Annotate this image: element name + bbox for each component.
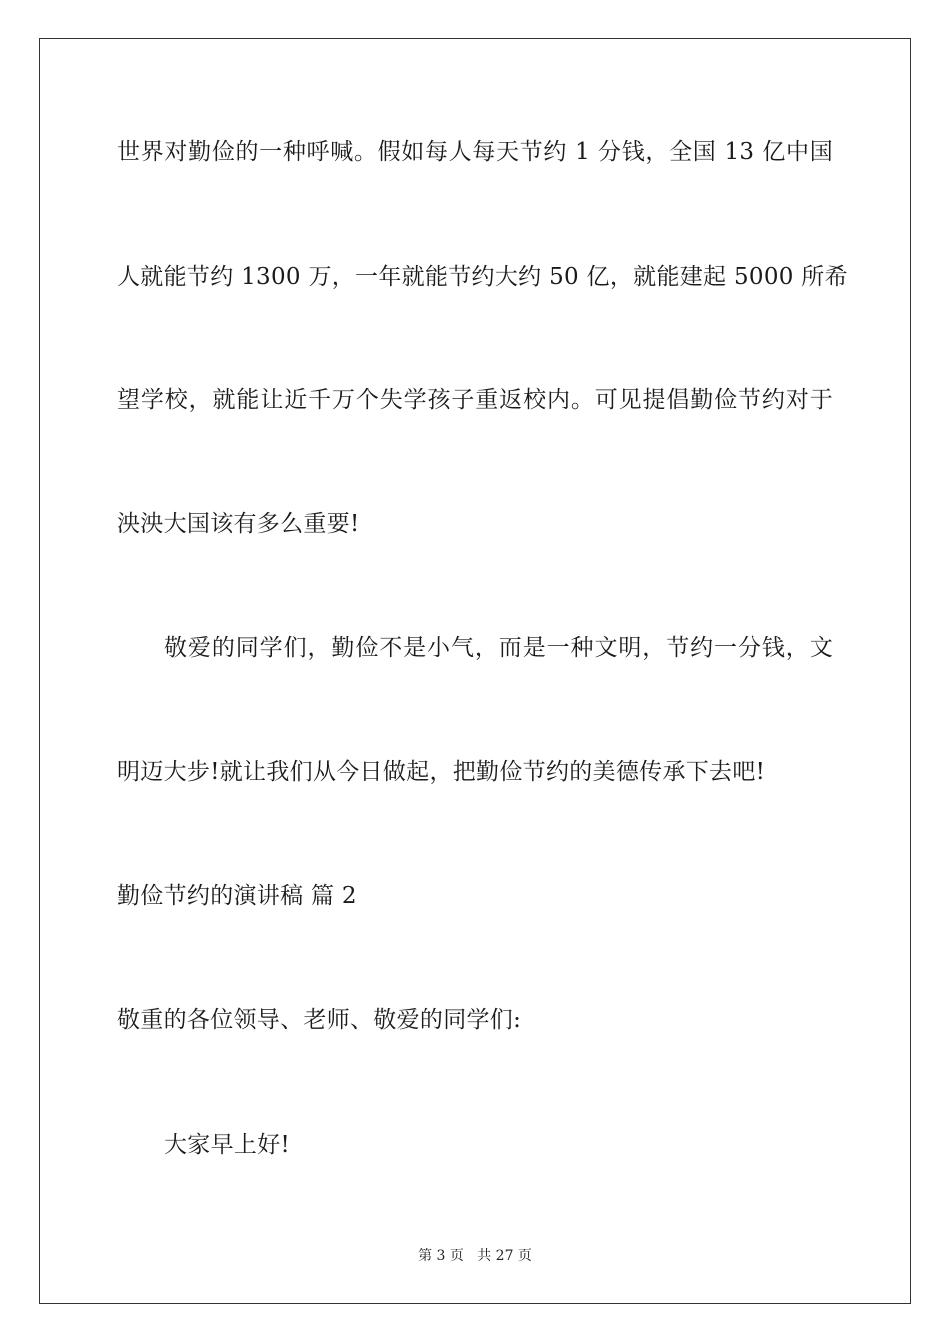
body-line-4: 泱泱大国该有多么重要!: [117, 511, 360, 537]
body-line-1: 世界对勤俭的一种呼喊。假如每人每天节约 1 分钱，全国 13 亿中国: [117, 139, 833, 165]
body-line-6: 明迈大步!就让我们从今日做起，把勤俭节约的美德传承下去吧!: [117, 759, 766, 785]
section-heading: 勤俭节约的演讲稿 篇 2: [117, 883, 357, 909]
page-border: [39, 38, 911, 1304]
page-number-footer: 第 3 页 共 27 页: [418, 1248, 532, 1264]
salutation-line: 敬重的各位领导、老师、敬爱的同学们:: [117, 1007, 522, 1033]
body-line-3: 望学校，就能让近千万个失学孩子重返校内。可见提倡勤俭节约对于: [117, 387, 833, 413]
body-line-5: 敬爱的同学们，勤俭不是小气，而是一种文明，节约一分钱，文: [164, 635, 833, 661]
greeting-line: 大家早上好!: [164, 1132, 291, 1158]
body-line-2: 人就能节约 1300 万，一年就能节约大约 50 亿，就能建起 5000 所希: [117, 264, 848, 290]
